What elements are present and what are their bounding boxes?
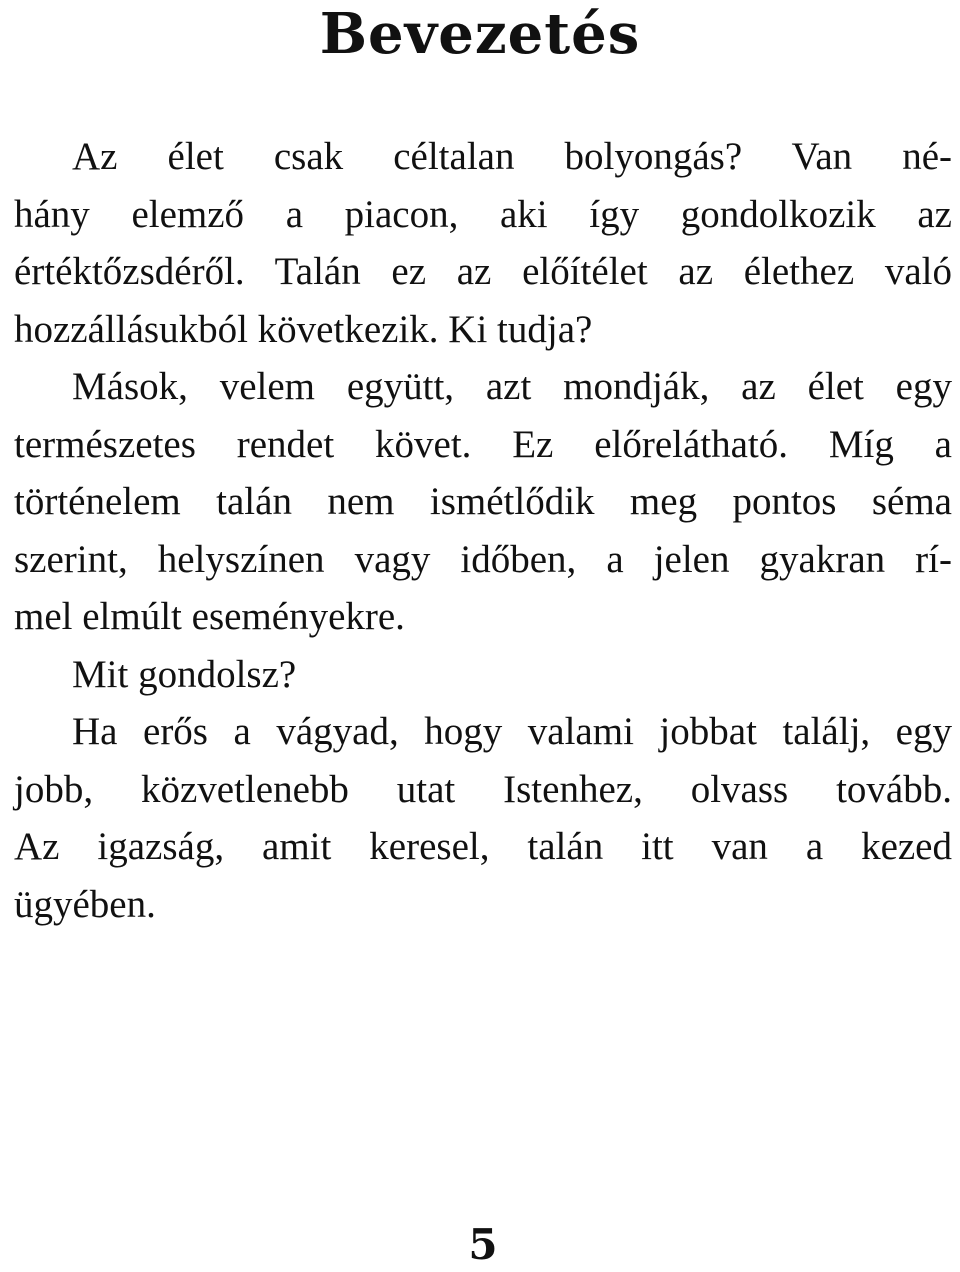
text-line: hozzállásukból következik. Ki tudja? <box>14 307 593 351</box>
text-line: mel elmúlt eseményekre. <box>14 595 405 638</box>
body-text <box>14 128 952 933</box>
text-line: jobb, közvetlenebb utat Istenhez, olvass tovább. <box>14 767 952 811</box>
paragraph-2 <box>14 358 952 646</box>
text-line: Mit gondolsz? <box>72 652 297 696</box>
text-line: Az igazság, amit keresel, talán itt van a kezed <box>14 825 952 868</box>
text-line: értéktőzsdéről. Talán ez az előítélet az élethez való <box>14 250 952 293</box>
text-line: történelem talán nem ismétlődik meg pontos séma <box>14 480 952 523</box>
paragraph-4 <box>14 703 952 933</box>
chapter-title: Bevezetés <box>319 1 641 67</box>
text-line: Mások, velem együtt, azt mondják, az élet egy <box>72 365 952 408</box>
text-line: Ha erős a vágyad, hogy valami jobbat találj, egy <box>72 710 952 753</box>
text-line: ügyében. <box>14 882 156 926</box>
paragraph-1 <box>14 128 952 358</box>
text-line: hány elemző a piacon, aki így gondolkozik az <box>14 192 952 236</box>
text-line: természetes rendet követ. Ez előrelátható. Míg a <box>14 422 952 466</box>
text-line: szerint, helyszínen vagy időben, a jelen gyakran rí- <box>14 537 952 581</box>
paragraph-3 <box>14 646 952 704</box>
page-number: 5 <box>468 1220 498 1269</box>
text-line: Az élet csak céltalan bolyongás? Van né- <box>72 135 952 178</box>
